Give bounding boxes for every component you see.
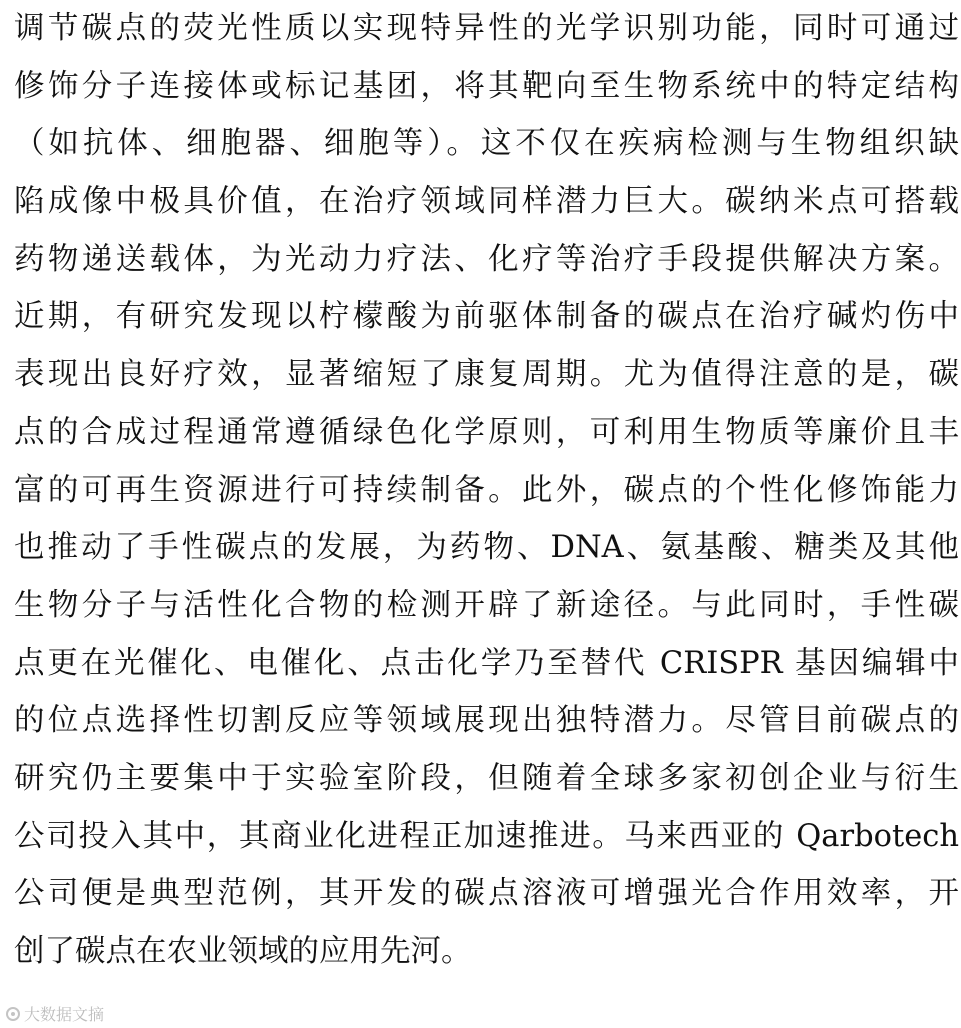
text-line: 研究仍主要集中于实验室阶段，但随着全球多家初创企业与衍生 [14,760,959,796]
watermark [6,1002,104,1025]
text-line: 表现出良好疗效，显著缩短了康复周期。尤为值得注意的是，碳 [14,357,959,393]
text-line: 点的合成过程通常遵循绿色化学原则，可利用生物质等廉价且丰 [14,414,959,450]
text-line: 药物递送载体，为光动力疗法、化疗等治疗手段提供解决方案。 [14,241,959,277]
text-line: 公司便是典型范例，其开发的碳点溶液可增强光合作用效率，开 [14,876,959,912]
text-line: 修饰分子连接体或标记基团，将其靶向至生物系统中的特定结构 [14,68,959,104]
text-line: 近期，有研究发现以柠檬酸为前驱体制备的碳点在治疗碱灼伤中 [14,299,959,335]
text-line: （如抗体、细胞器、细胞等）。这不仅在疾病检测与生物组织缺 [14,126,959,162]
text-line: 也推动了手性碳点的发展，为药物、DNA、氨基酸、糖类及其他 [14,530,959,566]
document-body [14,0,959,981]
text-line: 创了碳点在农业领域的应用先河。 [14,934,472,969]
text-line: 点更在光催化、电催化、点击化学乃至替代 CRISPR 基因编辑中 [14,645,959,681]
text-line: 调节碳点的荧光性质以实现特异性的光学识别功能，同时可通过 [14,11,959,46]
text-line: 的位点选择性切割反应等领域展现出独特潜力。尽管目前碳点的 [14,703,959,739]
text-line: 公司投入其中，其商业化进程正加速推进。马来西亚的 Qarbotech [14,818,959,854]
text-line: 陷成像中极具价值，在治疗领域同样潜力巨大。碳纳米点可搭载 [14,184,959,220]
text-line: 富的可再生资源进行可持续制备。此外，碳点的个性化修饰能力 [14,472,959,508]
watermark-text: 大数据文摘 [24,1005,105,1024]
watermark-logo-icon [6,1007,20,1021]
text-line: 生物分子与活性化合物的检测开辟了新途径。与此同时，手性碳 [14,587,959,623]
